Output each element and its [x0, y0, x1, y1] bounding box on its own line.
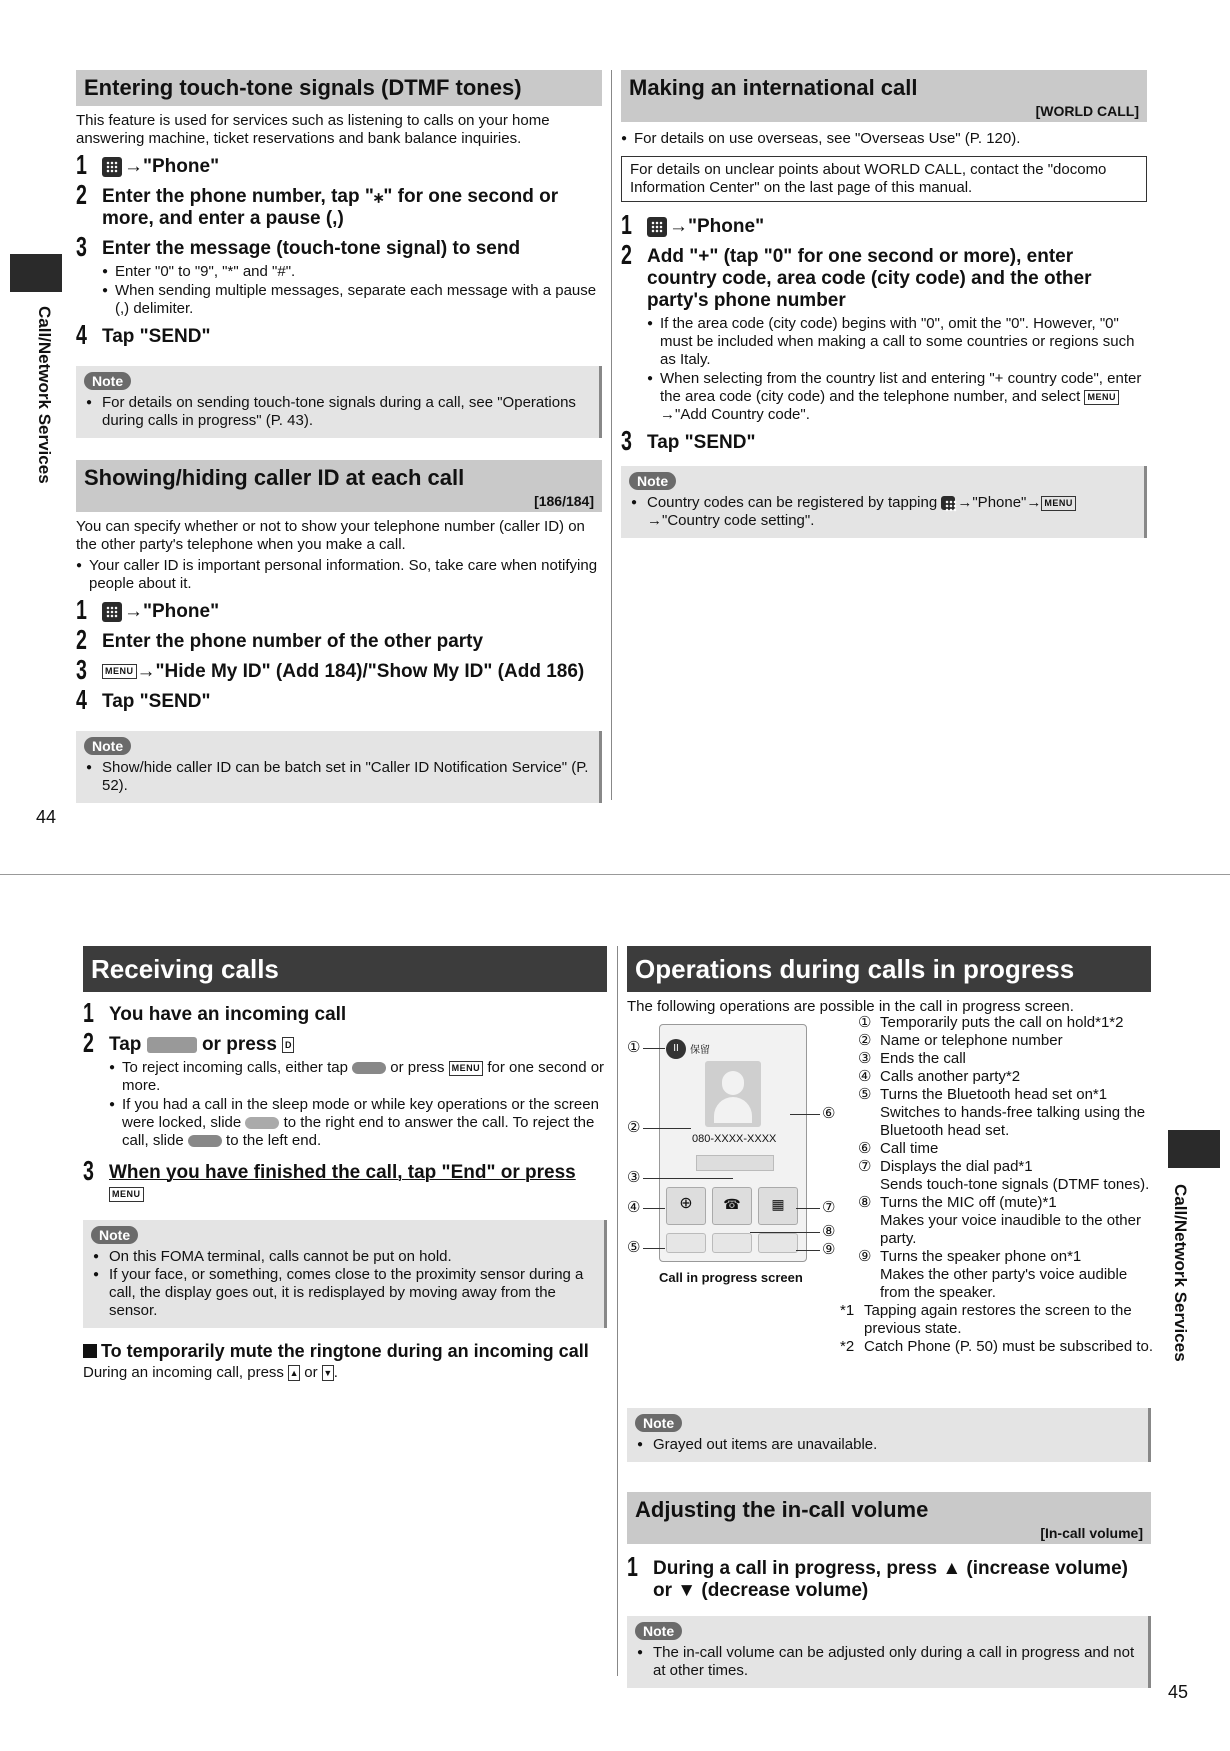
side-label: Call/Network Services: [35, 306, 54, 484]
callout-9: ⑨: [822, 1241, 836, 1258]
side-tab-marker: [10, 254, 62, 292]
receiving-header: [83, 946, 607, 992]
column-divider: [611, 70, 612, 800]
end-call-button: ☎: [712, 1187, 752, 1225]
legend-item: ⑥ Call time: [858, 1140, 939, 1157]
receiving-step-1: 1 You have an incoming call: [83, 997, 347, 1028]
menu-key-icon: MENU: [109, 1187, 144, 1202]
legend-item: ⑤ Turns the Bluetooth head set on*1: [858, 1086, 1108, 1103]
page-number: 45: [1168, 1682, 1189, 1702]
receiving-step-3: 3 When you have finished the call, tap "End" or press MENU: [83, 1162, 607, 1206]
menu-key-icon: MENU: [1084, 390, 1119, 405]
callerid-header: [76, 460, 602, 512]
ops-legend: [840, 1014, 1158, 1356]
volume-down-key-icon: ▼: [322, 1365, 334, 1381]
receiving-section: [83, 946, 607, 1382]
list-item: ● Enter "0" to "9", "*" and "#".: [102, 263, 602, 281]
callout-8: ⑧: [822, 1223, 836, 1240]
list-item: ● For details on use overseas, see "Overseas Use" (P. 120).: [621, 130, 1147, 148]
legend-item: Sends touch-tone signals (DTMF tones).: [880, 1176, 1150, 1193]
call-key-icon: D: [282, 1037, 294, 1053]
note-badge: Note: [84, 372, 131, 390]
phone-screen: [659, 1024, 807, 1262]
intl-step-2: 2 Add "+" (tap "0" for one second or more), enter country code, area code (city code) and the other party's phone number ● If the area code (city code) begins with "0", omit the "0". However, "0" must be included when making a call to some countries or regions such as Italy. ● When selecting from the country list and entering "+ country code", enter the area code (city code) and the telephone number, and select MENU→"Add Country code".: [621, 246, 1147, 424]
callout-3: ③: [627, 1169, 641, 1186]
mute-subheading: To temporarily mute the ringtone during an incoming call: [83, 1340, 607, 1362]
callerid-step-1: 1 →"Phone": [76, 594, 220, 625]
legend-item: ⑨ Turns the speaker phone on*1: [858, 1248, 1082, 1265]
dtmf-section: [76, 70, 602, 438]
page-divider: [0, 874, 1230, 875]
intl-step-1: 1 →"Phone": [621, 209, 765, 240]
callout-2: ②: [627, 1119, 641, 1136]
callout-6: ⑥: [822, 1105, 836, 1122]
reject-slider-icon: [188, 1135, 222, 1147]
note-badge: Note: [84, 737, 131, 755]
speaker-button: [758, 1233, 798, 1253]
page-number: 44: [36, 807, 57, 827]
legend-item: ③ Ends the call: [858, 1050, 966, 1067]
intl-title: Making an international call: [629, 75, 918, 100]
dtmf-intro: This feature is used for services such as listening to calls on your home answering machine, ticket reservations and bank balance inquiries.: [76, 112, 550, 147]
apps-grid-icon: [102, 157, 122, 177]
legend-item: Makes your voice inaudible to the other party.: [880, 1212, 1141, 1247]
footnote: *2 Catch Phone (P. 50) must be subscribed to.: [840, 1338, 1154, 1355]
intl-section: [621, 70, 1147, 538]
callerid-step-2: 2 Enter the phone number of the other party: [76, 624, 484, 655]
menu-key-icon: MENU: [449, 1061, 484, 1076]
list-item: ● If you had a call in the sleep mode or while key operations or the screen were locked, slide to the right end to answer the call. To reject the call, slide to the left end.: [109, 1096, 607, 1150]
caller-number: 080-XXXX-XXXX: [692, 1133, 777, 1145]
ops-note: Note ● Grayed out items are unavailable.: [627, 1408, 1151, 1462]
callout-1: ①: [627, 1039, 641, 1056]
answer-slider-icon: [245, 1117, 279, 1129]
ops-header: [627, 946, 1151, 992]
callerid-section: [76, 460, 602, 803]
legend-item: ⑧ Turns the MIC off (mute)*1: [858, 1194, 1057, 1211]
legend-item: ② Name or telephone number: [858, 1032, 1063, 1049]
intl-note: Note ● Country codes can be registered by tapping →"Phone"→ MENU →"Country code setting".: [621, 466, 1147, 538]
note-badge: Note: [635, 1414, 682, 1432]
list-item: ● When sending multiple messages, separate each message with a pause (,) delimiter.: [102, 282, 602, 318]
volume-step-1: 1 During a call in progress, press ▲ (increase volume) or ▼ (decrease volume): [627, 1551, 1128, 1601]
dtmf-note: Note ● For details on sending touch-tone signals during a call, see "Operations during calls in progress" (P. 43).: [76, 366, 602, 438]
menu-end-hint: [696, 1155, 774, 1171]
legend-item: ① Temporarily puts the call on hold*1*2: [858, 1014, 1124, 1031]
volume-up-key-icon: ▲: [288, 1365, 300, 1381]
callout-5: ⑤: [627, 1239, 641, 1256]
list-item: ● Your caller ID is important personal information. So, take care when notifying people about it.: [76, 557, 602, 593]
dtmf-step-2: 2 Enter the phone number, tap "⁎" for one second or more, and enter a pause (,): [76, 179, 559, 229]
mute-text: During an incoming call, press ▲ or ▼ .: [83, 1364, 338, 1381]
ops-title: Operations during calls in progress: [635, 954, 1075, 984]
note-badge: Note: [629, 472, 676, 490]
apps-grid-icon: [941, 496, 955, 510]
bluetooth-button: [666, 1233, 706, 1253]
callerid-step-3: 3 MENU →"Hide My ID" (Add 184)/"Show My ID" (Add 186): [76, 654, 585, 685]
apps-grid-icon: [647, 217, 667, 237]
column-divider: [617, 946, 618, 1676]
info-box: For details on unclear points about WORLD CALL, contact the "docomo Information Center" on the last page of this manual.: [621, 156, 1147, 202]
dtmf-step-4: 4 Tap "SEND": [76, 319, 211, 350]
receiving-note: Note ● On this FOMA terminal, calls cannot be put on hold. ● If your face, or something, comes close to the proximity sensor during a call, the display goes out, it is redisplayed by moving away from the sensor.: [83, 1220, 607, 1328]
reject-slider-icon: [352, 1062, 386, 1074]
callerid-step-4: 4 Tap "SEND": [76, 684, 211, 715]
ops-intro: The following operations are possible in the call in progress screen.: [627, 998, 1074, 1015]
intl-step-3: 3 Tap "SEND": [621, 425, 756, 456]
dialpad-button: ▦: [758, 1187, 798, 1225]
volume-title: Adjusting the in-call volume: [635, 1497, 929, 1522]
hold-label: 保留: [690, 1045, 710, 1056]
callerid-intro: You can specify whether or not to show your telephone number (caller ID) on the other party's telephone when you make a call.: [76, 518, 585, 553]
callerid-note: Note ● Show/hide caller ID can be batch set in "Caller ID Notification Service" (P. 52).: [76, 731, 602, 803]
menu-key-icon: MENU: [1041, 496, 1076, 511]
callerid-tag: [186/184]: [534, 493, 594, 509]
volume-section: [627, 1492, 1151, 1688]
figure-caption: Call in progress screen: [659, 1270, 803, 1285]
ops-section: [627, 946, 1151, 1016]
answer-button-icon: [147, 1037, 197, 1053]
intl-tag: [WORLD CALL]: [1035, 103, 1139, 119]
list-item: ● If the area code (city code) begins with "0", omit the "0". However, "0" must be included when making a call to some countries or regions such as Italy.: [647, 315, 1147, 369]
receiving-title: Receiving calls: [91, 954, 279, 984]
list-item: ● When selecting from the country list and entering "+ country code", enter the area code (city code) and the telephone number, and select MENU→"Add Country code".: [647, 370, 1147, 424]
side-label: Call/Network Services: [1171, 1184, 1190, 1362]
mute-button: [712, 1233, 752, 1253]
legend-item: Makes the other party's voice audible from the speaker.: [880, 1266, 1128, 1301]
volume-note: Note ● The in-call volume can be adjusted only during a call in progress and not at other times.: [627, 1616, 1151, 1688]
footnote: *1 Tapping again restores the screen to the previous state.: [840, 1302, 1132, 1337]
legend-item: ④ Calls another party*2: [858, 1068, 1021, 1085]
ops-note-wrap: [627, 1408, 1151, 1462]
dtmf-step-3: 3 Enter the message (touch-tone signal) to send ● Enter "0" to "9", "*" and "#". ● When sending multiple messages, separate each message with a pause (,) delimiter.: [76, 238, 602, 318]
dtmf-title: Entering touch-tone signals (DTMF tones): [84, 75, 522, 100]
side-tab-marker: [1168, 1130, 1220, 1168]
dtmf-header: [76, 70, 602, 106]
intl-header: [621, 70, 1147, 122]
callout-7: ⑦: [822, 1199, 836, 1216]
volume-header: [627, 1492, 1151, 1544]
note-badge: Note: [91, 1226, 138, 1244]
add-call-button: ⊕: [666, 1187, 706, 1225]
callout-4: ④: [627, 1199, 641, 1216]
menu-key-icon: MENU: [102, 664, 137, 679]
hold-button: II: [666, 1039, 686, 1059]
apps-grid-icon: [102, 602, 122, 622]
avatar: [705, 1061, 761, 1127]
legend-item: ⑦ Displays the dial pad*1: [858, 1158, 1033, 1175]
callerid-title: Showing/hiding caller ID at each call: [84, 465, 465, 490]
receiving-step-2: 2 Tap or press D ● To reject incoming calls, either tap or press MENU for one second or more. ● If you had a call in the sleep mode or while key operations or the screen were locked, slide to the right end to answer the call. To reject the call, slide to the left end.: [83, 1034, 607, 1150]
legend-item: Switches to hands-free talking using the Bluetooth head set.: [880, 1104, 1146, 1139]
list-item: ● To reject incoming calls, either tap or press MENU for one second or more.: [109, 1059, 607, 1095]
note-badge: Note: [635, 1622, 682, 1640]
volume-tag: [In-call volume]: [1040, 1525, 1143, 1541]
dtmf-step-1: 1 →"Phone": [76, 149, 220, 180]
